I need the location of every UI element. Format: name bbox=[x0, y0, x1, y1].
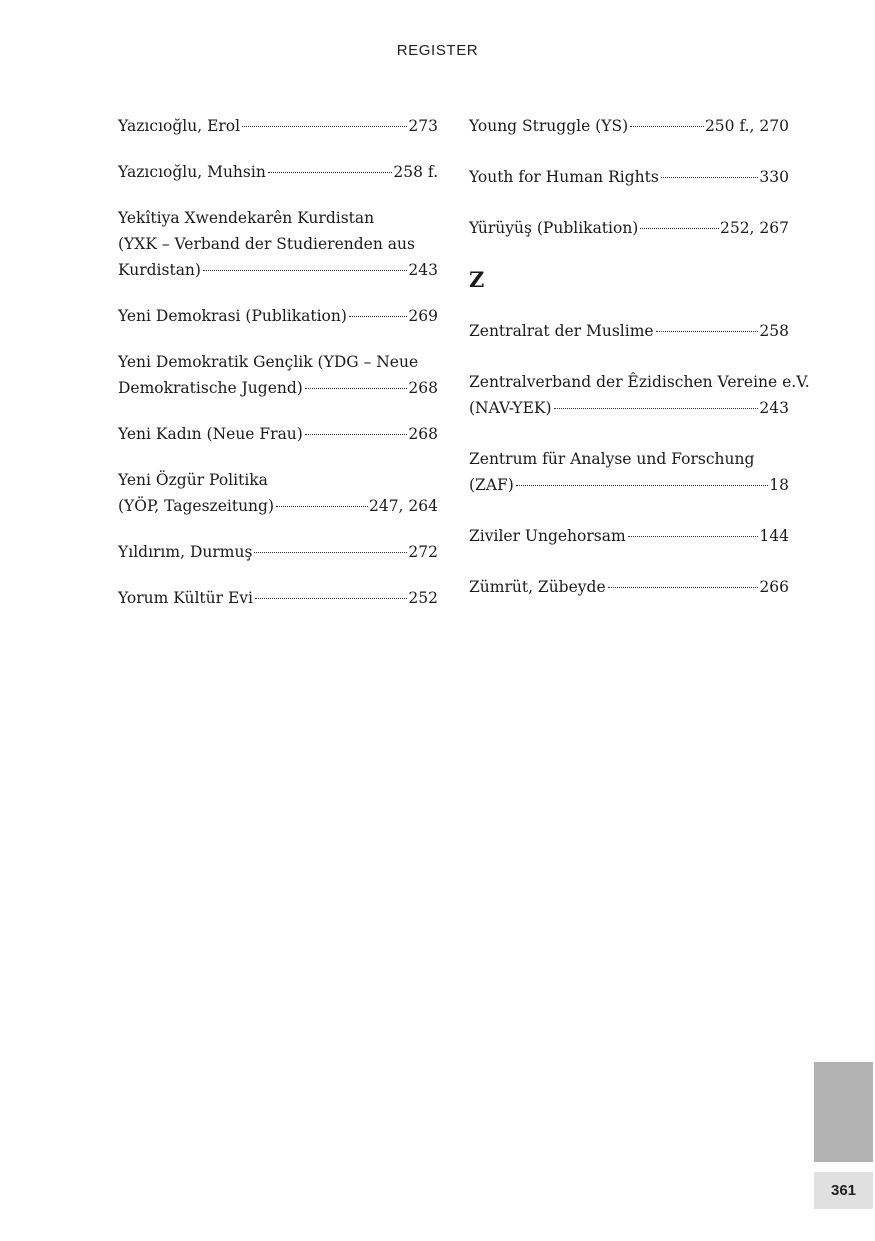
dot-leader bbox=[305, 433, 408, 435]
index-entry-line bbox=[469, 523, 789, 549]
dot-leader bbox=[554, 407, 759, 409]
index-term: Ziviler Ungehorsam bbox=[469, 527, 626, 545]
thumb-index-tab bbox=[814, 1062, 873, 1162]
dot-leader bbox=[349, 315, 407, 317]
dot-leader bbox=[255, 597, 407, 599]
index-column-left bbox=[118, 113, 438, 631]
index-entry bbox=[118, 113, 438, 139]
page-reference: 247, 264 bbox=[368, 497, 438, 515]
page-reference: 272 bbox=[408, 543, 438, 561]
index-term: (YÖP, Tageszeitung) bbox=[118, 497, 275, 515]
page-reference: 330 bbox=[759, 168, 789, 186]
index-entry-line bbox=[469, 164, 789, 190]
index-entry-line bbox=[469, 113, 789, 139]
index-column-right bbox=[469, 113, 810, 625]
dot-leader bbox=[242, 125, 407, 127]
index-entry-line bbox=[469, 369, 810, 395]
index-entry bbox=[118, 205, 438, 283]
index-term: Kurdistan) bbox=[118, 261, 201, 279]
dot-leader bbox=[630, 125, 704, 127]
dot-leader bbox=[640, 227, 719, 229]
index-term: Zümrüt, Zübeyde bbox=[469, 578, 606, 596]
index-group-y bbox=[469, 113, 789, 241]
index-entry bbox=[118, 585, 438, 611]
index-entry-line bbox=[118, 303, 438, 329]
index-entry bbox=[118, 349, 438, 401]
index-term: Zentralverband der Êzidischen Vereine e.V. bbox=[469, 373, 810, 391]
index-term: Zentrum für Analyse und Forschung bbox=[469, 450, 755, 468]
dot-leader bbox=[656, 330, 759, 332]
index-entry-line bbox=[118, 539, 438, 565]
index-entry bbox=[469, 164, 789, 190]
dot-leader bbox=[254, 551, 407, 553]
index-entry-line bbox=[118, 159, 438, 185]
index-entry bbox=[118, 539, 438, 565]
index-entry bbox=[469, 113, 789, 139]
page-number: 361 bbox=[814, 1172, 873, 1209]
index-entry-line bbox=[118, 421, 438, 447]
dot-leader bbox=[276, 505, 368, 507]
page-reference: 266 bbox=[759, 578, 789, 596]
index-entry-line bbox=[118, 375, 438, 401]
index-entry-line bbox=[469, 472, 789, 498]
dot-leader bbox=[628, 535, 759, 537]
index-term: Yorum Kültür Evi bbox=[118, 589, 253, 607]
page-reference: 18 bbox=[769, 476, 789, 494]
page-reference: 258 bbox=[759, 322, 789, 340]
page-reference: 273 bbox=[408, 117, 438, 135]
page-reference: 243 bbox=[759, 399, 789, 417]
page-reference: 243 bbox=[408, 261, 438, 279]
index-term: Yekîtiya Xwendekarên Kurdistan bbox=[118, 209, 375, 227]
page-reference: 252 bbox=[408, 589, 438, 607]
index-entry bbox=[118, 467, 438, 519]
index-term: Yürüyüş (Publikation) bbox=[469, 219, 639, 237]
page-reference: 250 f., 270 bbox=[704, 117, 789, 135]
page-reference: 268 bbox=[408, 425, 438, 443]
index-term: Yeni Demokratik Gençlik (YDG – Neue bbox=[118, 353, 419, 371]
index-term: Youth for Human Rights bbox=[469, 168, 659, 186]
index-entry-line bbox=[118, 257, 438, 283]
page-reference: 258 f. bbox=[393, 163, 438, 181]
index-entry-line bbox=[118, 231, 438, 257]
dot-leader bbox=[305, 387, 408, 389]
index-entry-line bbox=[118, 205, 438, 231]
page-reference: 144 bbox=[759, 527, 789, 545]
dot-leader bbox=[268, 171, 393, 173]
index-entry bbox=[469, 369, 810, 421]
index-entry-line bbox=[469, 318, 789, 344]
index-term: Yazıcıoğlu, Muhsin bbox=[118, 163, 266, 181]
index-group-z bbox=[469, 318, 810, 600]
index-term: Young Struggle (YS) bbox=[469, 117, 629, 135]
index-term: Demokratische Jugend) bbox=[118, 379, 303, 397]
page-reference: 252, 267 bbox=[719, 219, 789, 237]
index-entry bbox=[469, 318, 789, 344]
page-reference: 269 bbox=[408, 307, 438, 325]
page-reference: 268 bbox=[408, 379, 438, 397]
index-entry-line bbox=[469, 215, 789, 241]
index-entry-line bbox=[118, 113, 438, 139]
index-entry-line bbox=[469, 395, 789, 421]
index-term: (ZAF) bbox=[469, 476, 514, 494]
dot-leader bbox=[203, 269, 407, 271]
index-entry bbox=[469, 523, 789, 549]
index-entry bbox=[118, 421, 438, 447]
index-term: Zentralrat der Muslime bbox=[469, 322, 654, 340]
index-term: Yeni Kadın (Neue Frau) bbox=[118, 425, 303, 443]
section-letter: Z bbox=[469, 267, 485, 292]
index-entry bbox=[469, 446, 789, 498]
index-term: Yeni Demokrasi (Publikation) bbox=[118, 307, 347, 325]
index-term: (YXK – Verband der Studierenden aus bbox=[118, 235, 415, 253]
index-entry-line bbox=[118, 467, 438, 493]
index-term: Yıldırım, Durmuş bbox=[118, 543, 253, 561]
index-entry-line bbox=[469, 574, 789, 600]
dot-leader bbox=[608, 586, 759, 588]
index-term: (NAV-YEK) bbox=[469, 399, 552, 417]
dot-leader bbox=[661, 176, 759, 178]
index-entry-line bbox=[118, 349, 438, 375]
index-entry-line bbox=[118, 493, 438, 519]
index-entry-line bbox=[469, 446, 789, 472]
index-term: Yazıcıoğlu, Erol bbox=[118, 117, 241, 135]
index-entry-line bbox=[118, 585, 438, 611]
dot-leader bbox=[516, 484, 768, 486]
index-entry bbox=[118, 303, 438, 329]
index-term: Yeni Özgür Politika bbox=[118, 471, 268, 489]
running-head: REGISTER bbox=[396, 42, 479, 59]
index-entry bbox=[469, 215, 789, 241]
index-entry bbox=[469, 574, 789, 600]
index-entry bbox=[118, 159, 438, 185]
